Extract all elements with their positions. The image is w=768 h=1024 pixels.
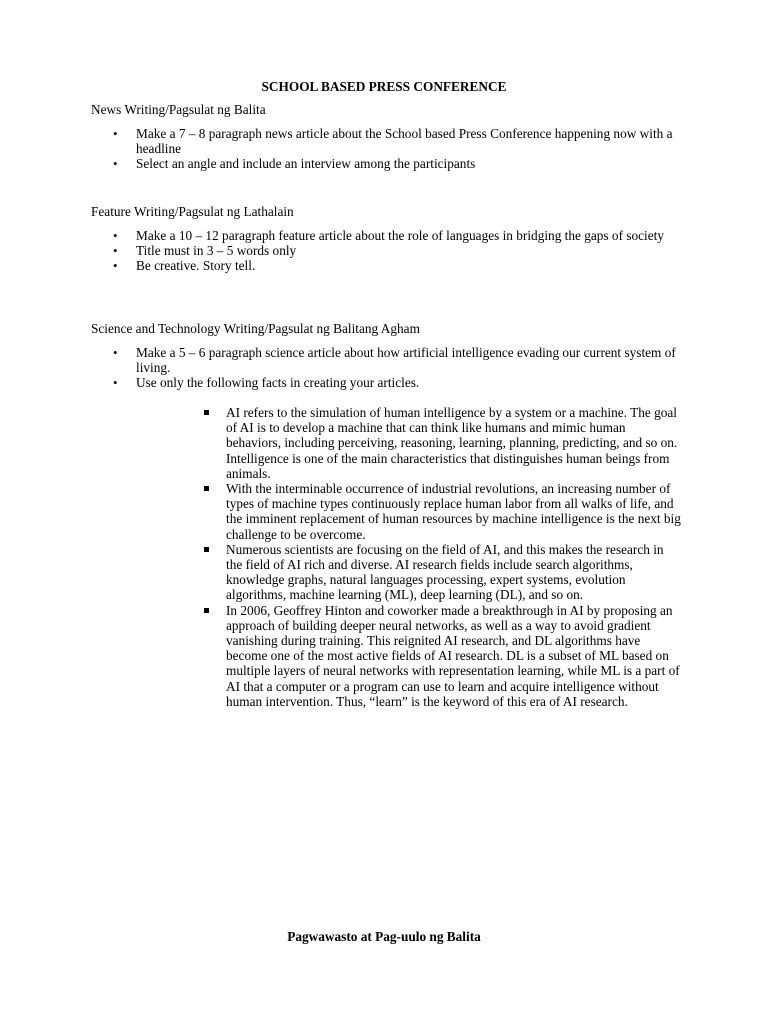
section-heading-news-writing: News Writing/Pagsulat ng Balita [91, 102, 266, 117]
feature-writing-list [91, 228, 681, 274]
fact-item: AI refers to the simulation of human intelligence by a system or a machine. The goal of AI is to develop a machine that can think like humans and mimic human behaviors, including perceiving, reasoning, learning, planning, predicting, and so on. Intelligence is one of the main characteristics that distinguishes human beings from animals. [198, 405, 682, 481]
section-heading-feature-writing: Feature Writing/Pagsulat ng Lathalain [91, 204, 294, 219]
document-title: SCHOOL BASED PRESS CONFERENCE [261, 79, 507, 94]
footer-heading: Pagwawasto at Pag-uulo ng Balita [287, 929, 481, 944]
list-item: • Use only the following facts in creating your articles. [91, 375, 681, 390]
list-item: • Make a 7 – 8 paragraph news article about the School based Press Conference happening now with a headline [91, 126, 681, 156]
list-item: • Make a 10 – 12 paragraph feature article about the role of languages in bridging the gaps of society [91, 228, 681, 243]
fact-item: In 2006, Geoffrey Hinton and coworker made a breakthrough in AI by proposing an approach of building deeper neural networks, as well as a way to avoid gradient vanishing during training. This reignited AI research, and DL algorithms have become one of the most active fields of AI research. DL is a subset of ML based on multiple layers of neural networks with representation learning, while ML is a part of AI that a computer or a program can use to learn and acquire intelligence without human intervention. Thus, “learn” is the keyword of this era of AI research. [198, 603, 682, 709]
list-item: • Select an angle and include an interview among the participants [91, 156, 681, 171]
science-writing-list [91, 345, 681, 391]
fact-item: With the interminable occurrence of industrial revolutions, an increasing number of types of machine types continuously replace human labor from all walks of life, and the imminent replacement of human resources by machine intelligence is the next big challenge to be overcome. [198, 481, 682, 542]
list-item: • Title must in 3 – 5 words only [91, 243, 681, 258]
ai-facts-list [198, 405, 682, 709]
fact-item: Numerous scientists are focusing on the field of AI, and this makes the research in the field of AI rich and diverse. AI research fields include search algorithms, knowledge graphs, natural languages processing, expert systems, evolution algorithms, machine learning (ML), deep learning (DL), and so on. [198, 542, 682, 603]
section-heading-science-writing: Science and Technology Writing/Pagsulat ng Balitang Agham [91, 321, 420, 336]
list-item: • Be creative. Story tell. [91, 258, 681, 273]
list-item: • Make a 5 – 6 paragraph science article about how artificial intelligence evading our current system of living. [91, 345, 681, 375]
news-writing-list [91, 126, 681, 172]
